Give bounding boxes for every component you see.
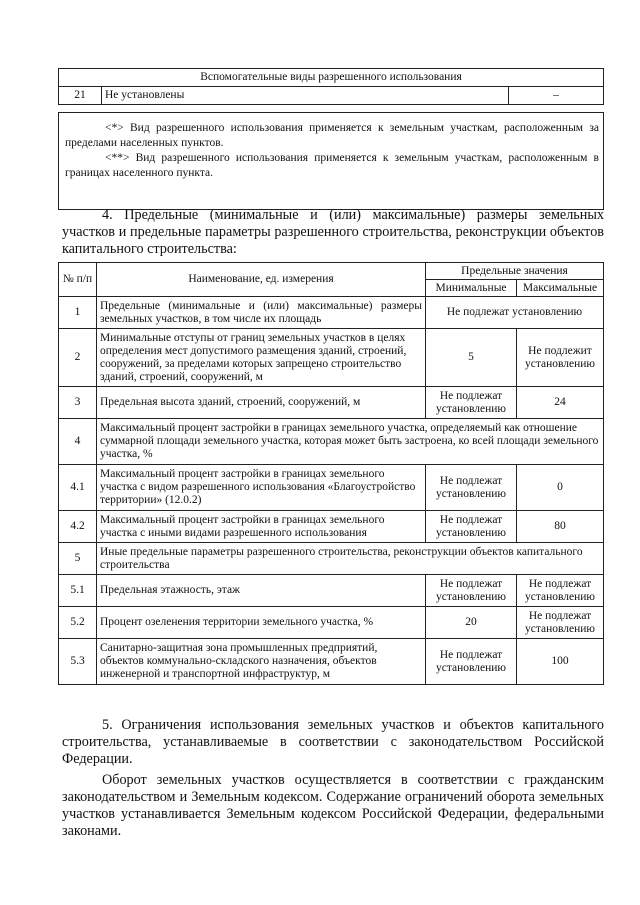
row-min: Не подлежат установлению [426, 511, 517, 543]
row-number: 4.2 [59, 511, 97, 543]
row-name: Санитарно-защитная зона промышленных предприятий, объектов коммунально-складского назначения, объектов инженерной и транспортной инфраструктур, м [97, 639, 426, 685]
row-number: 5.1 [59, 575, 97, 607]
col-max-header: Максимальные [517, 280, 604, 297]
row-name: Предельная этажность, этаж [97, 575, 426, 607]
section-4-heading: 4. Предельные (минимальные и (или) максимальные) размеры земельных участков и предельные параметры разрешенного строительства, реконструкции объектов капитального строительства: [62, 207, 604, 257]
col-limits-header: Предельные значения [426, 263, 604, 280]
row-number: 5.2 [59, 607, 97, 639]
row-number: 4 [59, 419, 97, 465]
row-name: Максимальный процент застройки в границах земельного участка с видом разрешенного использования «Благоустройство территории» (12.0.2) [97, 465, 426, 511]
section-5-heading: 5. Ограничения использования земельных участков и объектов капитального строительства, устанавливаемые в соответствии с законодательством Российской Федерации. [62, 717, 604, 767]
row-value: – [509, 87, 604, 105]
row-name: Минимальные отступы от границ земельных участков в целях определения мест допустимого размещения зданий, строений, сооружений, за пределами которых запрещено строительство зданий, строений, сооружений, м [97, 329, 426, 387]
row-number: 2 [59, 329, 97, 387]
row-name: Предельные (минимальные и (или) максимальные) размеры земельных участков, в том числе их площадь [97, 297, 426, 329]
row-name: Предельная высота зданий, строений, сооружений, м [97, 387, 426, 419]
row-max: Не подлежат установлению [517, 607, 604, 639]
row-number: 4.1 [59, 465, 97, 511]
footnote-1: <*> Вид разрешенного использования применяется к земельным участкам, расположенным за пределами населенных пунктов. [65, 122, 599, 149]
row-max: 100 [517, 639, 604, 685]
row-min: Не подлежат установлению [426, 387, 517, 419]
table-row [59, 511, 604, 543]
row-name: Процент озеленения территории земельного участка, % [97, 607, 426, 639]
row-max: Не подлежат установлению [517, 575, 604, 607]
turnover-paragraph: Оборот земельных участков осуществляется в соответствии с гражданским законодательством и Земельным кодексом. Содержание ограничений оборота земельных участков устанавливается Земельным кодексом Российской Федерации, федеральными законами. [62, 772, 604, 839]
table-header: Вспомогательные виды разрешенного использования [59, 69, 604, 87]
row-max: 80 [517, 511, 604, 543]
row-number: 21 [59, 87, 102, 105]
footnotes [58, 112, 604, 210]
row-max: 24 [517, 387, 604, 419]
table-row [59, 639, 604, 685]
col-number-header: № п/п [59, 263, 97, 297]
row-name: Не установлены [102, 87, 509, 105]
row-merged-value: Не подлежат установлению [426, 297, 604, 329]
row-min: Не подлежат установлению [426, 639, 517, 685]
table-row [59, 543, 604, 575]
col-name-header: Наименование, ед. измерения [97, 263, 426, 297]
table-row [59, 329, 604, 387]
footnote-2: <**> Вид разрешенного использования применяется к земельным участкам, расположенным в границах населенного пункта. [65, 152, 599, 179]
table-row [59, 607, 604, 639]
row-number: 3 [59, 387, 97, 419]
row-min: 5 [426, 329, 517, 387]
limits-table [58, 262, 604, 685]
row-min: Не подлежат установлению [426, 575, 517, 607]
row-name: Максимальный процент застройки в границах земельного участка с иными видами разрешенного использования [97, 511, 426, 543]
row-full: Максимальный процент застройки в границах земельного участка, определяемый как отношение суммарной площади земельного участка, которая может быть застроена, ко всей площади земельного участка, % [97, 419, 604, 465]
col-min-header: Минимальные [426, 280, 517, 297]
row-full: Иные предельные параметры разрешенного строительства, реконструкции объектов капитального строительства [97, 543, 604, 575]
row-min: 20 [426, 607, 517, 639]
row-max: 0 [517, 465, 604, 511]
row-min: Не подлежат установлению [426, 465, 517, 511]
table-row [59, 297, 604, 329]
table-row [59, 465, 604, 511]
row-number: 5.3 [59, 639, 97, 685]
row-number: 5 [59, 543, 97, 575]
row-max: Не подлежит установлению [517, 329, 604, 387]
row-number: 1 [59, 297, 97, 329]
table-row [59, 387, 604, 419]
table-row [59, 575, 604, 607]
table-row [59, 419, 604, 465]
permitted-use-table [58, 68, 604, 105]
